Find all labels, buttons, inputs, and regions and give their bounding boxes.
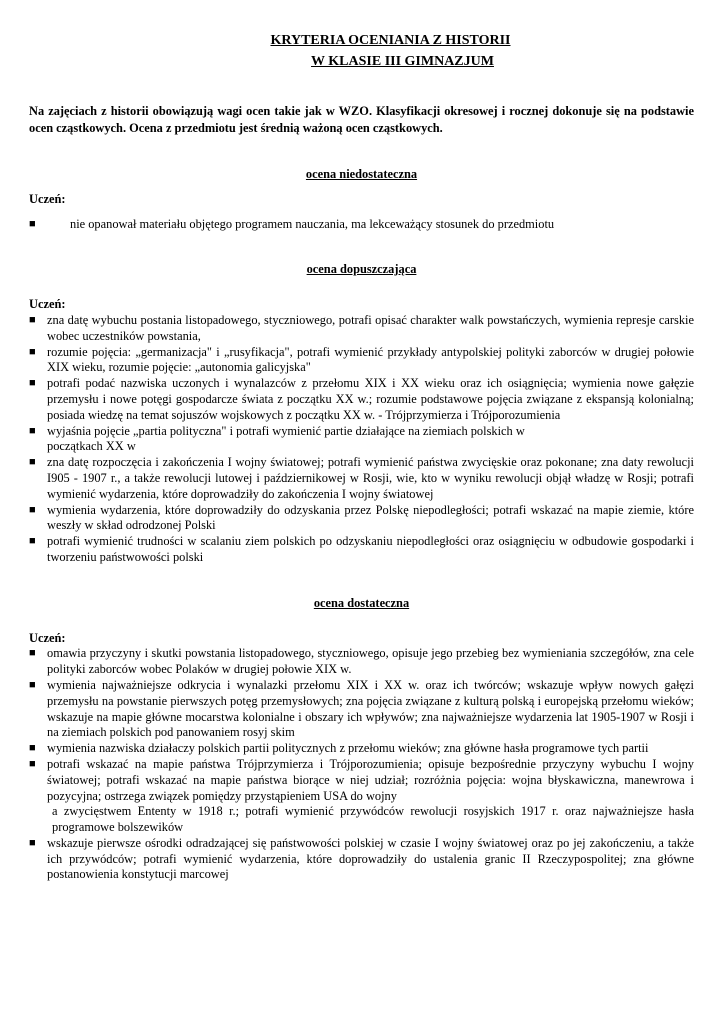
uczen-label: Uczeń: (29, 191, 66, 206)
list-item: ■ rozumie pojęcia: „germanizacja" i „rusyfikacja", potrafi wymienić przykłady antypolskiej polityki zaborców w drugiej połowie XIX wieku, rozumie pojęcie: „autonomia galicyjska" (29, 344, 694, 375)
section-niedostateczna (29, 167, 694, 232)
list-item: ■ wymienia wydarzenia, które doprowadziły do odzyskania przez Polskę niepodległości; potrafi wskazać na mapie ziemie, które weszły w skład odrodzonej Polski (29, 502, 694, 533)
bullet-icon: ■ (29, 217, 36, 230)
bullet-icon: ■ (29, 535, 36, 548)
list-item: ■ omawia przyczyny i skutki powstania listopadowego, styczniowego, opisuje jego przebieg bez wymieniania szczegółów, zna cele polityki zaborców wobec Polaków w drugiej połowie XIX w. (29, 646, 694, 677)
criteria-list (29, 313, 694, 566)
section-dostateczna (29, 596, 694, 884)
bullet-icon: ■ (29, 836, 36, 849)
section-heading: ocena dostateczna (313, 595, 410, 610)
list-item: ■ potrafi wskazać na mapie państwa Trójprzymierza i Trójporozumienia; opisuje bezpośrednie przyczyny wybuchu I wojny światowej; potrafi wskazać na mapie państwa biorące w niej udział; rozróżnia pojęcia: wojna błyskawiczna, manewrowa i pozycyjna; ostrzega związek pomiędzy przystąpieniem USA do wojny a zwycięstwem Ententy w 1918 r.; potrafi wymienić przywódców rewolucji rosyjskich 1917 r. oraz najważniejsze hasła programowe bolszewików (29, 756, 694, 835)
list-item-continuation: początkach XX w (47, 439, 136, 454)
section-dopuszczajaca (29, 262, 694, 565)
list-item: ■ zna datę rozpoczęcia i zakończenia I wojny światowej; potrafi wymienić państwa zwycięskie oraz pokonane; zna daty rewolucji I905 - 1907 r., a także rewolucji lutowej i październikowej w Rosji, wie, kto w wyniku rewolucji objął władzę w Rosji; potrafi wymienić wydarzenia, które doprowadziły do zakończenia I wojny światowej (29, 455, 694, 501)
list-item: ■ nie opanował materiału objętego programem nauczania, ma lekceważący stosunek do przedmiotu (29, 216, 555, 231)
list-item: ■ potrafi wymienić trudności w scalaniu ziem polskich po odzyskaniu niepodległości oraz osiągnięciu w odbudowie gospodarki i tworzeniu państwowości polski (29, 534, 694, 564)
bullet-icon: ■ (29, 757, 36, 770)
section-heading: ocena niedostateczna (305, 167, 418, 181)
section-heading: ocena dopuszczająca (306, 262, 417, 277)
list-item: ■ wyjaśnia pojęcie „partia polityczna" i potrafi wymienić partie działające na ziemiach polskich w początkach XX w (29, 424, 694, 456)
list-item: ■ wymienia najważniejsze odkrycia i wynalazki przełomu XIX i XX w. oraz ich twórców; wskazuje wpływ nowych gałęzi przemysłu na powstanie pierwszych potęg przemysłowych; zna pojęcia związane z kulturą polską i europejską przełomu wieków; wskazuje na mapie główne mocarstwa kolonialne i obszary ich wpływów; zna najważniejsze wydarzenia lat 1905-1907 w Rosji i na ziemiach polskich pod panowaniem rosyj skim (29, 677, 694, 740)
bullet-icon: ■ (29, 424, 36, 437)
criteria-list (29, 646, 694, 883)
bullet-icon: ■ (29, 313, 36, 326)
document-title-line1: KRYTERIA OCENIANIA Z HISTORII (270, 33, 511, 48)
uczen-label: Uczeń: (29, 297, 66, 312)
document-page (29, 30, 694, 883)
document-title-line2: W KLASIE III GIMNAZJUM (311, 54, 494, 69)
list-item: ■ zna datę wybuchu postania listopadowego, styczniowego, potrafi opisać charakter walk powstańczych, wymienia represje carskie wobec uczestników powstania, (29, 312, 694, 343)
list-item: ■ potrafi podać nazwiska uczonych i wynalazców z przełomu XIX i XX wieku oraz ich osiągnięcia; wymienia nowe gałęzie przemysłu i nowe potęgi gospodarcze świata z początku XX w.; rozumie podstawowe pojęcia związane z ekspansją kolonialną; posiada wiedzę na temat sojuszów wojskowych z początku XX w. - Trójprzymierza i Trójporozumienia (29, 376, 694, 422)
list-item: ■ wymienia nazwiska działaczy polskich partii politycznych z przełomu wieków; zna główne hasła programowe tych partii (29, 741, 649, 756)
bullet-icon: ■ (29, 377, 36, 390)
uczen-label: Uczeń: (29, 630, 66, 645)
bullet-icon: ■ (29, 345, 36, 358)
bullet-icon: ■ (29, 503, 36, 516)
bullet-icon: ■ (29, 456, 36, 469)
list-item-continuation: a zwycięstwem Ententy w 1918 r.; potrafi wymienić przywódców rewolucji rosyjskich 1917 r. oraz najważniejsze hasła programowe bolszewików (52, 804, 694, 835)
bullet-icon: ■ (29, 647, 36, 660)
bullet-icon: ■ (29, 678, 36, 691)
intro-paragraph: Na zajęciach z historii obowiązują wagi ocen takie jak w WZO. Klasyfikacji okresowej i rocznej dokonuje się na podstawie ocen cząstkowych. Ocena z przedmiotu jest średnią ważoną ocen cząstkowych. (29, 104, 694, 135)
list-item: ■ wskazuje pierwsze ośrodki odradzającej się państwowości polskiej w czasie I wojny światowej oraz po jej zakończeniu, a także ich przywódców; potrafi wymienić wydarzenia, które doprowadziły do ustalenia granic II Rzeczypospolitej; zna główne postanowienia konstytucji marcowej (29, 835, 694, 882)
bullet-icon: ■ (29, 742, 36, 755)
criteria-list (29, 217, 694, 233)
